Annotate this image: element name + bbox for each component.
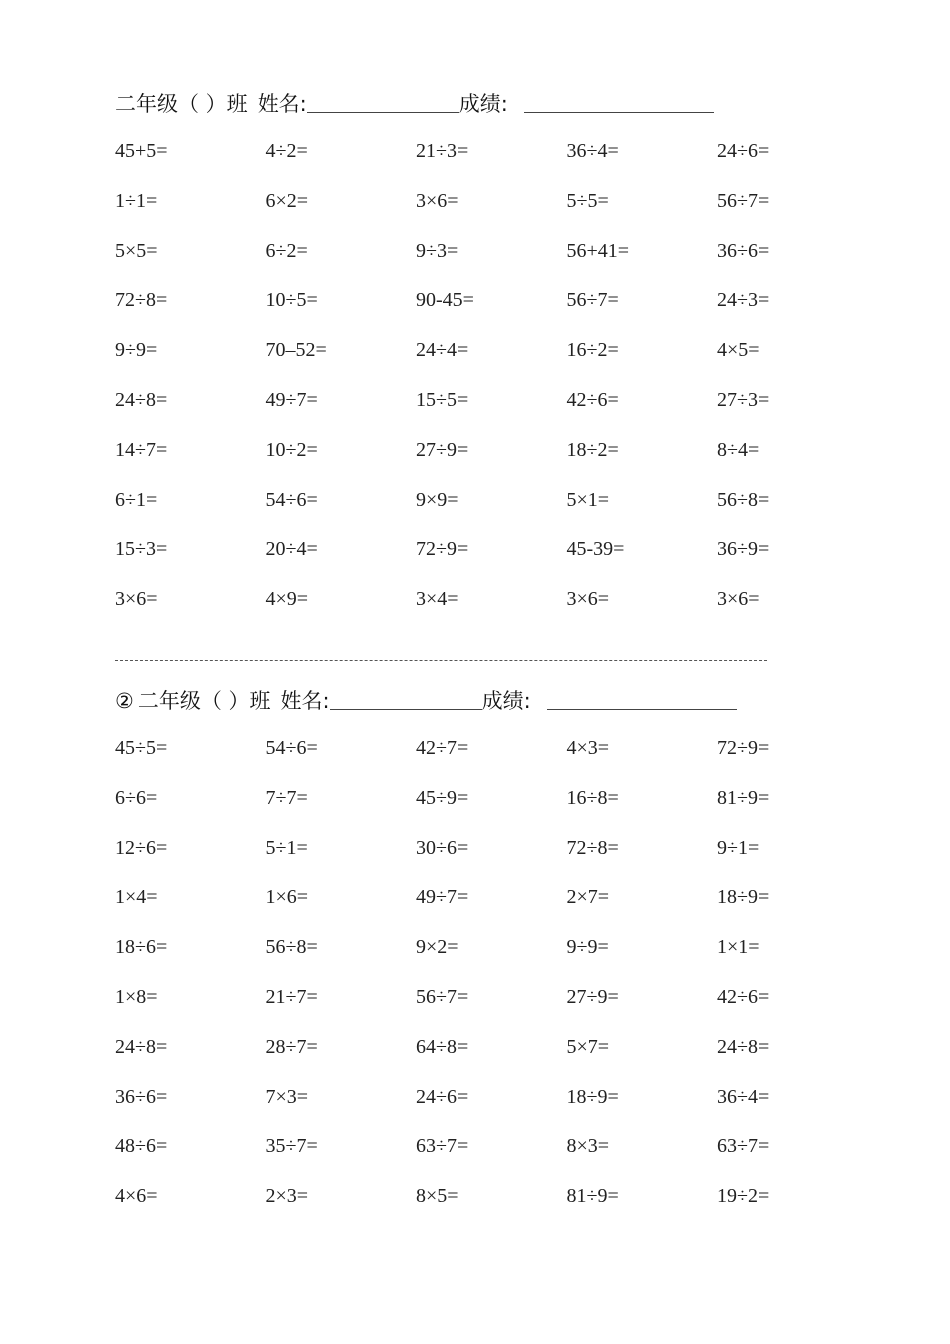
problem-cell: 14÷7= [115,438,168,461]
problem-cell: 9÷1= [717,836,760,859]
problem-cell: 4×6= [115,1185,158,1208]
problem-cell: 27÷3= [717,388,770,411]
problem-cell: 18÷9= [717,886,770,909]
problem-cell: 7÷7= [265,786,308,809]
sheet2-name-blank[interactable] [330,691,482,710]
problem-cell: 36÷6= [717,239,770,262]
problem-cell: 7×3= [265,1085,309,1108]
problem-cell: 4×5= [717,339,760,362]
problem-cell: 81÷9= [566,1185,619,1208]
problem-cell: 54÷6= [265,737,318,759]
problem-cell: 1×6= [265,886,309,909]
problem-cell: 2×7= [566,886,610,909]
problem-cell: 64÷8= [416,1035,469,1058]
problem-row [115,139,875,189]
problem-cell: 6÷2= [265,239,308,262]
problem-cell: 56÷7= [416,985,469,1008]
problem-cell: 4×9= [265,588,309,611]
problem-cell: 24÷4= [416,339,469,362]
sheet1-score-blank[interactable] [524,94,714,113]
problem-cell: 90-45= [416,289,474,312]
problem-cell: 20÷4= [265,538,318,561]
problem-cell: 9÷9= [115,339,158,362]
problem-cell: 45-39= [566,538,625,561]
problem-row [115,537,875,587]
problem-cell: 24÷8= [717,1035,770,1058]
problem-cell: 35÷7= [265,1135,318,1158]
problem-row [115,985,875,1035]
problem-row [115,189,875,239]
problem-cell: 4÷2= [265,140,308,162]
problem-cell: 1×1= [717,936,760,959]
problem-cell: 12÷6= [115,836,168,859]
problem-cell: 18÷6= [115,936,168,959]
problem-cell: 9×2= [416,936,459,959]
problem-cell: 3×6= [717,588,760,611]
problem-row [115,1035,875,1085]
problem-cell: 72÷8= [566,836,619,859]
problem-cell: 5×5= [115,239,158,262]
problem-cell: 36÷4= [717,1085,770,1108]
problem-row [115,438,875,488]
problem-cell: 15÷5= [416,388,469,411]
problem-cell: 27÷9= [416,438,469,461]
problem-cell: 56+41= [566,239,630,262]
problem-cell: 18÷9= [566,1085,619,1108]
problem-cell: 54÷6= [265,488,318,511]
problem-cell: 72÷9= [717,737,770,759]
problem-cell: 5×1= [566,488,610,511]
problem-cell: 8÷4= [717,438,760,461]
problem-row [115,587,875,637]
problem-cell: 5÷5= [566,189,609,212]
sheet2-score-label: 成绩: [481,689,531,713]
problem-cell: 1×8= [115,985,158,1008]
problem-cell: 45÷9= [416,786,469,809]
problem-cell: 24÷8= [115,388,168,411]
problem-cell: 56÷8= [265,936,318,959]
problem-cell: 16÷8= [566,786,619,809]
problem-cell: 63÷7= [416,1135,469,1158]
problem-cell: 6÷6= [115,786,158,809]
problem-cell: 15÷3= [115,538,168,561]
sheet2-header [115,683,737,713]
sheet2-score-blank[interactable] [547,691,737,710]
sheet1-score-label: 成绩: [458,92,508,116]
problem-cell: 9×9= [416,488,459,511]
problem-row [115,288,875,338]
problem-cell: 6÷1= [115,488,158,511]
problem-cell: 18÷2= [566,438,619,461]
problem-cell: 2×3= [265,1185,309,1208]
problem-cell: 8×5= [416,1185,459,1208]
problem-cell: 45÷5= [115,737,168,759]
sheet2-grade-label: 二年级（ ）班 [137,689,271,713]
problem-cell: 42÷6= [717,985,770,1008]
problem-cell: 6×2= [265,189,309,212]
problem-cell: 9÷9= [566,936,609,959]
sheet2-problem-grid [115,736,875,1234]
problem-cell: 24÷6= [416,1085,469,1108]
problem-cell: 72÷9= [416,538,469,561]
problem-row [115,1134,875,1184]
problem-cell: 21÷7= [265,985,318,1008]
problem-cell: 45+5= [115,140,168,162]
problem-cell: 56÷8= [717,488,770,511]
problem-cell: 3×6= [416,189,459,212]
problem-cell: 72÷8= [115,289,168,312]
problem-cell: 5÷1= [265,836,308,859]
problem-cell: 24÷8= [115,1035,168,1058]
problem-row [115,1184,875,1234]
sheet2-number-label: ② [115,689,134,713]
problem-row [115,786,875,836]
problem-cell: 21÷3= [416,140,469,162]
problem-cell: 48÷6= [115,1135,168,1158]
problem-cell: 1×4= [115,886,158,909]
cut-line-divider [115,660,767,661]
sheet2-name-label: 姓名: [280,689,330,713]
problem-row [115,388,875,438]
problem-cell: 42÷7= [416,737,469,759]
problem-cell: 1÷1= [115,189,158,212]
problem-row [115,736,875,786]
problem-cell: 42÷6= [566,388,619,411]
problem-cell: 28÷7= [265,1035,318,1058]
problem-cell: 27÷9= [566,985,619,1008]
problem-cell: 8×3= [566,1135,610,1158]
problem-row [115,338,875,388]
problem-cell: 16÷2= [566,339,619,362]
problem-cell: 70–52= [265,339,327,362]
problem-cell: 5×7= [566,1035,610,1058]
problem-row [115,935,875,985]
problem-cell: 10÷5= [265,289,318,312]
problem-cell: 36÷9= [717,538,770,561]
problem-cell: 4×3= [566,737,610,759]
problem-cell: 19÷2= [717,1185,770,1208]
sheet1-name-label: 姓名: [257,92,307,116]
sheet1-header [115,86,714,116]
problem-cell: 63÷7= [717,1135,770,1158]
problem-cell: 56÷7= [566,289,619,312]
problem-cell: 81÷9= [717,786,770,809]
problem-row [115,239,875,289]
problem-row [115,488,875,538]
problem-cell: 3×6= [115,588,158,611]
sheet1-problem-grid [115,139,875,637]
problem-cell: 30÷6= [416,836,469,859]
problem-cell: 36÷4= [566,140,619,162]
problem-row [115,885,875,935]
problem-row [115,1085,875,1135]
problem-cell: 10÷2= [265,438,318,461]
problem-cell: 3×4= [416,588,459,611]
sheet1-grade-label: 二年级（ ）班 [115,92,248,116]
problem-cell: 9÷3= [416,239,459,262]
problem-cell: 24÷6= [717,140,770,162]
problem-cell: 36÷6= [115,1085,168,1108]
problem-cell: 49÷7= [416,886,469,909]
problem-row [115,836,875,886]
problem-cell: 24÷3= [717,289,770,312]
problem-cell: 56÷7= [717,189,770,212]
problem-cell: 3×6= [566,588,610,611]
problem-cell: 49÷7= [265,388,318,411]
sheet1-name-blank[interactable] [307,94,459,113]
